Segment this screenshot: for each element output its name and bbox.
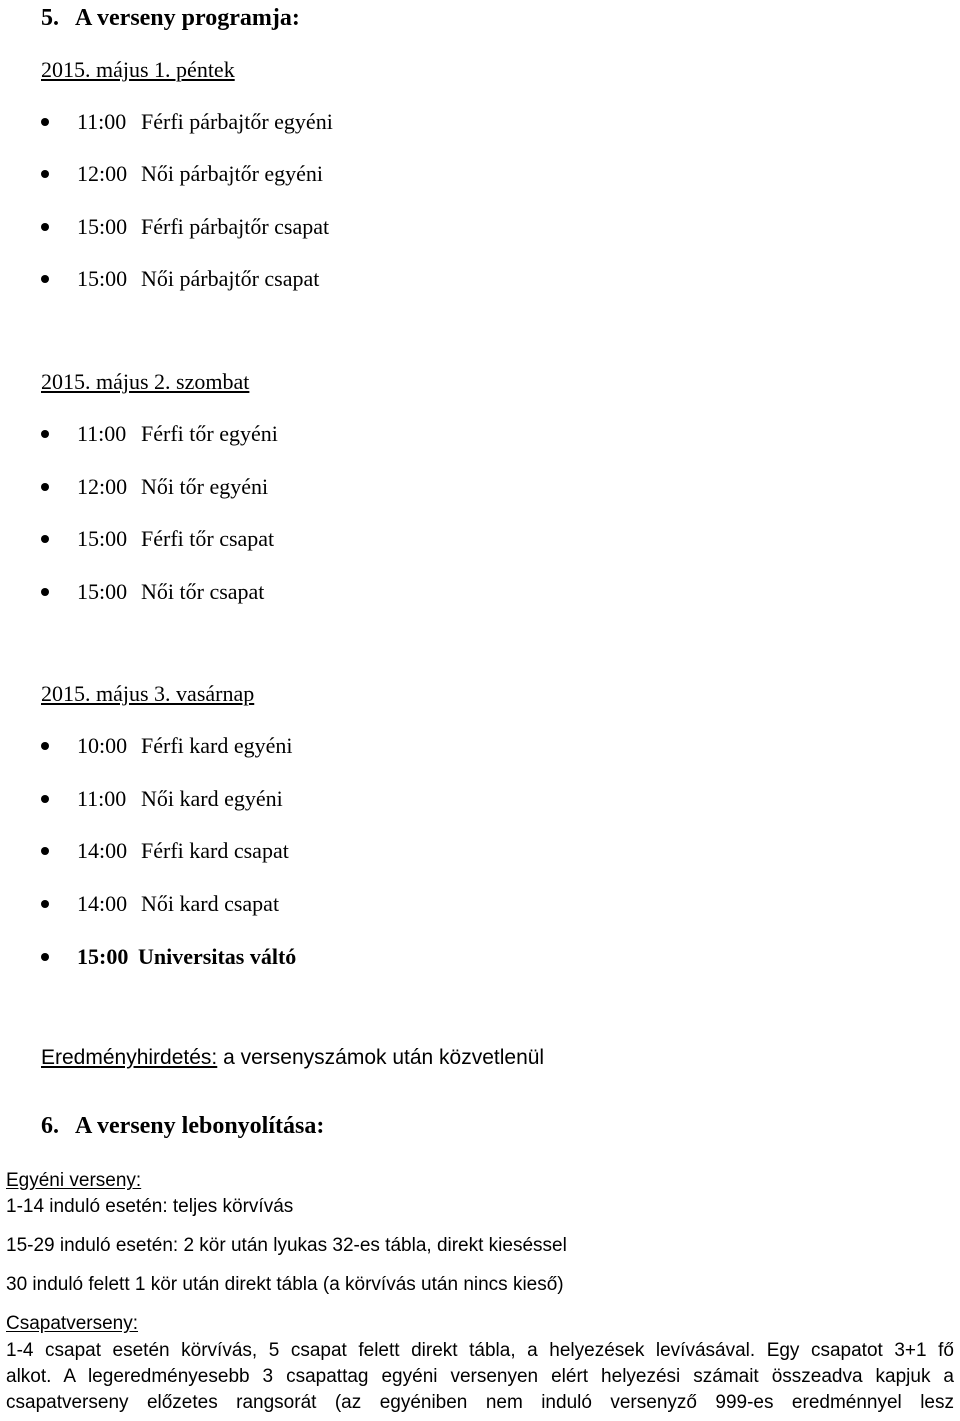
individual-heading: Egyéni verseny: bbox=[6, 1170, 142, 1191]
event-time: 11:00 bbox=[77, 421, 127, 446]
bullet-icon bbox=[41, 118, 49, 126]
individual-rule: 1-14 induló esetén: teljes körvívás bbox=[6, 1196, 294, 1217]
event-time: 12:00 bbox=[77, 161, 128, 186]
paragraph-line: alkot. A legeredményesebb 3 csapattag egyéni versenyen elért helyezési számait összeadva kapjuk a bbox=[6, 1366, 954, 1387]
individual-rule: 30 induló felett 1 kör után direkt tábla (a körvívás után nincs kieső) bbox=[6, 1274, 564, 1295]
event-time: 15:00 bbox=[77, 266, 128, 291]
event-time: 14:00 bbox=[77, 891, 128, 916]
event-time: 10:00 bbox=[77, 733, 128, 758]
bullet-icon bbox=[41, 742, 49, 750]
event-label: Női kard egyéni bbox=[141, 786, 283, 811]
event-label: Női kard csapat bbox=[141, 891, 280, 916]
section-5-number: 5. bbox=[41, 5, 59, 31]
bullet-icon bbox=[41, 588, 49, 596]
event-time: 12:00 bbox=[77, 474, 128, 499]
event-label: Női tőr egyéni bbox=[141, 474, 269, 499]
team-rules-paragraph bbox=[6, 1338, 954, 1416]
bullet-icon bbox=[41, 953, 49, 961]
bullet-icon bbox=[41, 223, 49, 231]
bullet-icon bbox=[41, 795, 49, 803]
results-label: Eredményhirdetés: bbox=[41, 1046, 218, 1069]
bullet-icon bbox=[41, 900, 49, 908]
event-time: 15:00 bbox=[77, 944, 129, 969]
event-label: Férfi párbajtőr egyéni bbox=[141, 109, 333, 134]
day-1-title: 2015. május 1. péntek bbox=[41, 57, 235, 82]
event-label: Férfi párbajtőr csapat bbox=[141, 214, 330, 239]
event-label: Női párbajtőr csapat bbox=[141, 266, 320, 291]
results-text: a versenyszámok után közvetlenül bbox=[217, 1046, 545, 1069]
section-6-heading bbox=[41, 1112, 324, 1140]
day-2-title: 2015. május 2. szombat bbox=[41, 369, 250, 394]
event-time: 14:00 bbox=[77, 838, 128, 863]
event-label: Férfi kard csapat bbox=[141, 838, 289, 863]
event-time: 15:00 bbox=[77, 526, 128, 551]
section-6-title: A verseny lebonyolítása: bbox=[75, 1113, 325, 1139]
paragraph-line: csapatverseny előzetes rangsorát (az egyéniben nem induló versenyző 999-es eredménnyel lesz bbox=[6, 1392, 954, 1413]
bullet-icon bbox=[41, 170, 49, 178]
event-time: 15:00 bbox=[77, 214, 128, 239]
team-heading: Csapatverseny: bbox=[6, 1313, 139, 1334]
bullet-icon bbox=[41, 483, 49, 491]
section-6-number: 6. bbox=[41, 1113, 59, 1139]
event-label: Férfi tőr egyéni bbox=[141, 421, 278, 446]
day-3-title: 2015. május 3. vasárnap bbox=[41, 681, 255, 706]
section-5-heading bbox=[41, 4, 300, 32]
bullet-icon bbox=[41, 535, 49, 543]
event-label: Férfi kard egyéni bbox=[141, 733, 293, 758]
event-time: 11:00 bbox=[77, 109, 127, 134]
bullet-icon bbox=[41, 430, 49, 438]
paragraph-line: 1-4 csapat esetén körvívás, 5 csapat felett direkt tábla, a helyezések levívásával. Egy csapatot 3+1 fő bbox=[6, 1340, 954, 1361]
bullet-icon bbox=[41, 275, 49, 283]
event-time: 15:00 bbox=[77, 579, 128, 604]
event-time: 11:00 bbox=[77, 786, 127, 811]
section-5-title: A verseny programja: bbox=[75, 5, 300, 31]
event-label: Női párbajtőr egyéni bbox=[141, 161, 324, 186]
bullet-icon bbox=[41, 847, 49, 855]
event-label: Férfi tőr csapat bbox=[141, 526, 275, 551]
individual-rule: 15-29 induló esetén: 2 kör után lyukas 32-es tábla, direkt kieséssel bbox=[6, 1235, 567, 1256]
event-label: Universitas váltó bbox=[138, 944, 297, 969]
results-announcement bbox=[41, 1045, 544, 1071]
event-label: Női tőr csapat bbox=[141, 579, 265, 604]
